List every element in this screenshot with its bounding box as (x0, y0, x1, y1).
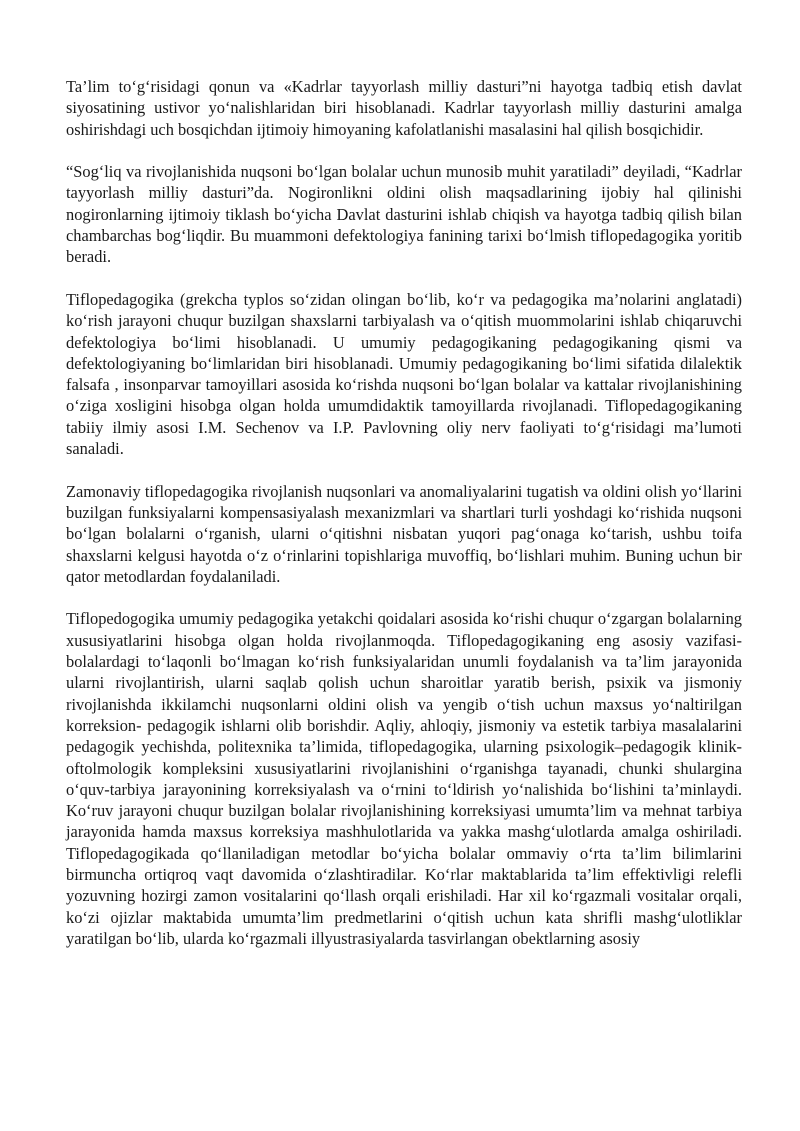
paragraph-3: Tiflopedagogika (grekcha typlos so‘zidan olingan bo‘lib, ko‘r va pedagogika ma’nolarini anglatadi) ko‘rish jarayoni chuqur buzilgan shaxslarni tarbiyalash va o‘qitish muommolarini ishlab chiqaruvchi defektologiya bo‘limi hisoblanadi. U umumiy pedagogikaning pedagogikaning qismi va defektologiyaning bo‘limlaridan biri hisoblanadi. Umumiy pedagogikaning bo‘limi sifatida dilalektik falsafa , insonparvar tamoyillari asosida ko‘rishda nuqsoni bo‘lgan bolalar va kattalar rivojlanishining o‘ziga xosligini hisobga olgan holda umumdidaktik tamoyillarda rivojlanadi. Tiflopedagogikaning tabiiy ilmiy asosi I.M. Sechenov va I.P. Pavlovning oliy nerv faoliyati to‘g‘risidagi ma’lumoti sanaladi. (66, 289, 742, 459)
document-body (66, 76, 742, 970)
paragraph-1: Ta’lim to‘g‘risidagi qonun va «Kadrlar tayyorlash milliy dasturi”ni hayotga tadbiq etish davlat siyosatining ustivor yo‘nalishlaridan biri hisoblanadi. Kadrlar tayyorlash milliy dasturini amalga oshirishdagi uch bosqichdan ijtimoiy himoyaning kafolatlanishi masalasini hal qilish bosqichidir. (66, 77, 742, 139)
paragraph-2: “Sog‘liq va rivojlanishida nuqsoni bo‘lgan bolalar uchun munosib muhit yaratiladi” deyiladi, “Kadrlar tayyorlash milliy dasturi”da. Nogironlikni oldini olish maqsadlarining ijobiy hal qilinishi nogironlarning ijtimoiy tiklash bo‘yicha Davlat dasturini ishlab chiqish va hayotga tadbiq qilish bilan chambarchas bog‘liqdir. Bu muammoni defektologiya fanining tarixi bo‘lmish tiflopedagogika yoritib beradi. (66, 162, 742, 267)
paragraph-4: Zamonaviy tiflopedagogika rivojlanish nuqsonlari va anomaliyalarini tugatish va oldini olish yo‘llarini buzilgan funksiyalarni kompensasiyalash mexanizmlari va shartlari turli yoshdagi ko‘rishida nuqsoni bo‘lgan bolalarni o‘rganish, ularni o‘qitishni nisbatan yuqori pag‘onaga ko‘tarish, ushbu toifa shaxslarni kelgusi hayotda o‘z o‘rinlarini topishlariga muvoffiq, bo‘lishlari muhim. Buning uchun bir qator metodlardan foydalaniladi. (66, 481, 742, 586)
paragraph-5: Tiflopedogogika umumiy pedagogika yetakchi qoidalari asosida ko‘rishi chuqur o‘zgargan bolalarning xususiyatlarini hisobga olgan holda rivojlanmoqda. Tiflopedagogikaning eng asosiy vazifasi- bolalardagi to‘laqonli bo‘lmagan ko‘rish funksiyalaridan unumli foydalanish va ta’lim jarayonida ularni rivojlantirish, ularni saqlab qolish uchun sharoitlar yaratib berish, psixik va jismoniy rivojlanishda ikkilamchi nuqsonlarni oldini olish va yengib o‘tish uchun maxsus yo‘naltirilgan korreksion- pedagogik ishlarni olib borishdir. Aqliy, ahloqiy, jismoniy va estetik tarbiya masalalarini pedagogik yechishda, politexnika ta’limida, tiflopedagogika, ularning psixologik–pedagogik klinik-oftolmologik kompleksini xususiyatlarini rivojlanishini o‘rganishga tayanadi, chunki shulargina o‘quv-tarbiya jarayonining korreksiyalash va o‘rnini to‘ldirish yo‘nalishida bo‘lishini ta’minlaydi. Ko‘ruv jarayoni chuqur buzilgan bolalar rivojlanishining korreksiyasi umumta’lim va mehnat tarbiya jarayonida hamda maxsus korreksiya mashhulotlarida va yakka mashg‘ulotlarda amalga oshiriladi. Tiflopedagogikada qo‘llaniladigan metodlar bo‘yicha bolalar ommaviy o‘rta ta’lim bilimlarini birmuncha ortiqroq vaqt davomida o‘zlashtiradilar. Ko‘rlar maktablarida ta’lim effektivligi relefli yozuvning hozirgi zamon vositalarini qo‘llash orqali erishiladi. Har xil ko‘rgazmali vositalar orqali, ko‘zi ojizlar maktabida umumta’lim predmetlarini o‘qitish uchun kata shrifli mashg‘ulotliklar yaratilgan bo‘lib, ularda ko‘rgazmali illyustrasiyalarda tasvirlangan obektlarning asosiy (66, 609, 742, 948)
